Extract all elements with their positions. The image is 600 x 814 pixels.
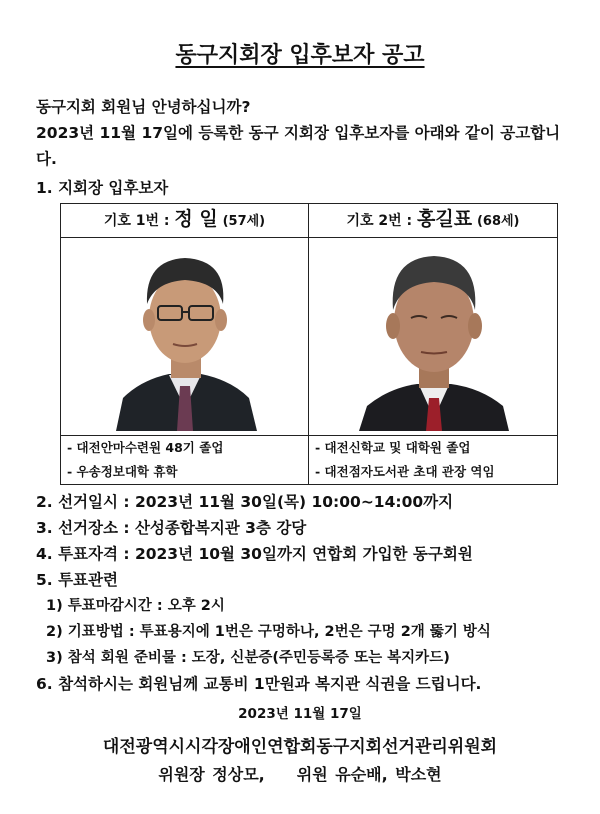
section-3-election-place: 3. 선거장소 : 산성종합복지관 3층 강당 [36,519,307,537]
candidate-2-number: 기호 2번 : [346,213,413,229]
section-5-heading: 5. 투표관련 [36,571,118,589]
candidate-1-career [61,436,309,485]
section-2-election-date: 2. 선거일시 : 2023년 11월 30일(목) 10:00~14:00까지 [36,493,454,511]
candidate-2-age: (68세) [476,214,520,229]
section-5-item: 2) 기표방법 : 투표용지에 1번은 구멍하나, 2번은 구멍 2개 뚫기 방식 [46,624,491,640]
candidate-1-name: 정 일 [174,208,218,230]
candidate-2-header [309,204,558,238]
section-6-notice: 6. 참석하시는 회원님께 교통비 1만원과 복지관 식권을 드립니다. [36,675,482,693]
greeting-line-2: 2023년 11월 17일에 등록한 동구 지회장 입후보자를 아래와 같이 공고합니다. [36,124,561,168]
committee-members [0,762,600,785]
candidate-2-career-item: - 대전점자도서관 초대 관장 역임 [315,464,495,479]
greeting [36,94,576,172]
section-1-heading: 1. 지회장 입후보자 [36,179,169,197]
candidate-1-career-item: - 우송정보대학 휴학 [67,464,178,479]
notice-date: 2023년 11월 17일 [238,706,362,722]
section-5-item: 3) 참석 회원 준비물 : 도장, 신분증(주민등록증 또는 복지카드) [46,650,450,666]
section-5-item: 1) 투표마감시간 : 오후 2시 [46,598,225,614]
committee-member-list: 위원 유순배, 박소현 [296,765,442,784]
candidate-1-career-item: - 대전안마수련원 48기 졸업 [67,440,224,455]
candidate-1-header [61,204,309,238]
candidate-2-name: 홍길표 [417,208,473,230]
page-title: 동구지회장 입후보자 공고 [175,43,425,68]
section-4-voter-eligibility: 4. 투표자격 : 2023년 10월 30일까지 연합회 가입한 동구회원 [36,545,473,563]
greeting-line-1: 동구지회 회원님 안녕하십니까? [36,98,251,116]
candidate-2-photo [309,238,558,436]
candidate-1-photo [61,238,309,436]
candidate-1-portrait [61,238,307,431]
candidate-1-number: 기호 1번 : [103,213,170,229]
candidate-2-career [309,436,558,485]
candidate-2-portrait [309,238,556,431]
candidate-2-career-item: - 대전신학교 및 대학원 졸업 [315,440,471,455]
organization-name: 대전광역시시각장애인연합회동구지회선거관리위원회 [102,737,498,757]
candidate-table [60,203,558,485]
candidate-1-age: (57세) [222,214,266,229]
committee-chair: 위원장 정상모, [158,765,265,784]
